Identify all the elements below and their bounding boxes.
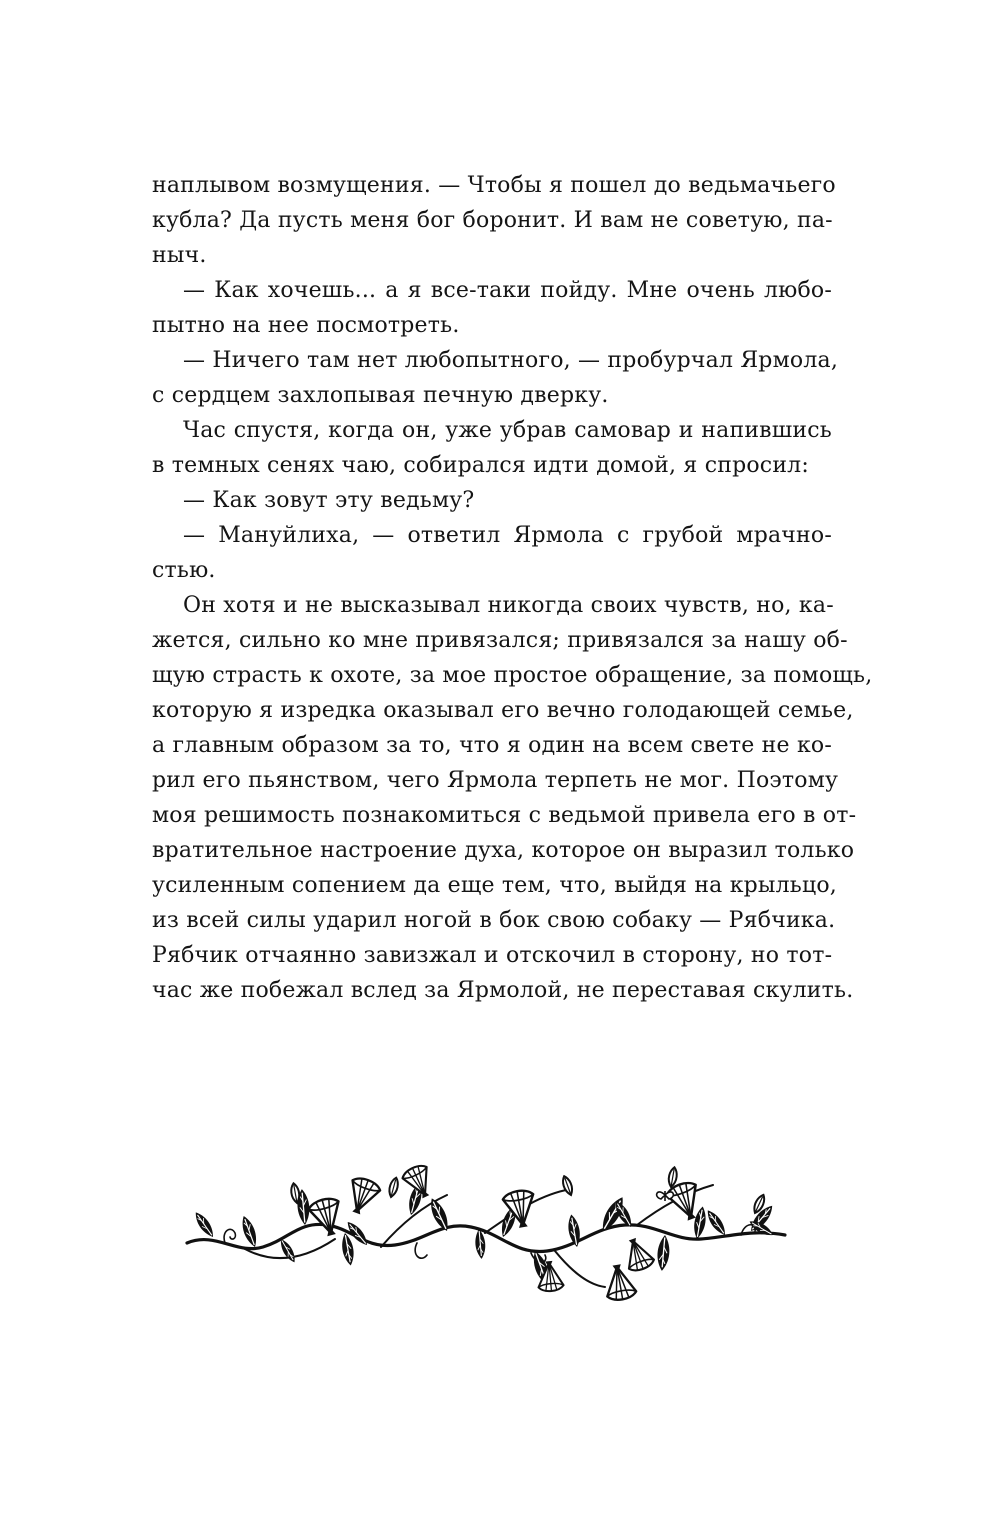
- text-line: в темных сенях чаю, собирался идти домой, я спросил:: [152, 453, 809, 478]
- text-line: с сердцем захлопывая печную дверку.: [152, 383, 609, 408]
- text-line: ныч.: [152, 243, 207, 268]
- text-line: вратительное настроение духа, которое он выразил только: [152, 838, 855, 863]
- text-line: жется, сильно ко мне привязался; привязался за нашу об-: [152, 628, 848, 653]
- text-line: — Как хочешь... а я все-таки пойду. Мне очень любо-: [183, 278, 832, 303]
- text-line: пытно на нее посмотреть.: [152, 313, 460, 338]
- text-line: час же побежал вслед за Ярмолой, не переставая скулить.: [152, 978, 854, 1003]
- text-line: Рябчик отчаянно завизжал и отскочил в сторону, но тот-: [152, 943, 833, 968]
- text-line: которую я изредка оказывал его вечно голодающей семье,: [152, 698, 854, 723]
- text-line: наплывом возмущения. — Чтобы я пошел до ведьмачьего: [152, 173, 836, 198]
- morning-glory-vine-ornament-icon: [185, 1155, 790, 1315]
- text-line: — Как зовут эту ведьму?: [183, 488, 475, 513]
- text-line: а главным образом за то, что я один на всем свете не ко-: [152, 733, 832, 758]
- text-line: Он хотя и не высказывал никогда своих чувств, но, ка-: [183, 593, 834, 618]
- text-line: кубла? Да пусть меня бог боронит. И вам не советую, па-: [152, 208, 833, 233]
- text-line: стью.: [152, 558, 216, 583]
- text-line: усиленным сопением да еще тем, что, выйдя на крыльцо,: [152, 873, 837, 898]
- text-line: рил его пьянством, чего Ярмола терпеть не мог. Поэтому: [152, 768, 839, 793]
- text-line: — Мануйлиха, — ответил Ярмола с грубой мрачно-: [183, 523, 832, 548]
- text-line: из всей силы ударил ногой в бок свою собаку — Рябчика.: [152, 908, 836, 933]
- text-line: моя решимость познакомиться с ведьмой привела его в от-: [152, 803, 857, 828]
- text-line: Час спустя, когда он, уже убрав самовар и напившись: [183, 418, 832, 443]
- text-line: — Ничего там нет любопытного, — пробурчал Ярмола,: [183, 348, 839, 373]
- text-line: щую страсть к охоте, за мое простое обращение, за помощь,: [152, 663, 873, 688]
